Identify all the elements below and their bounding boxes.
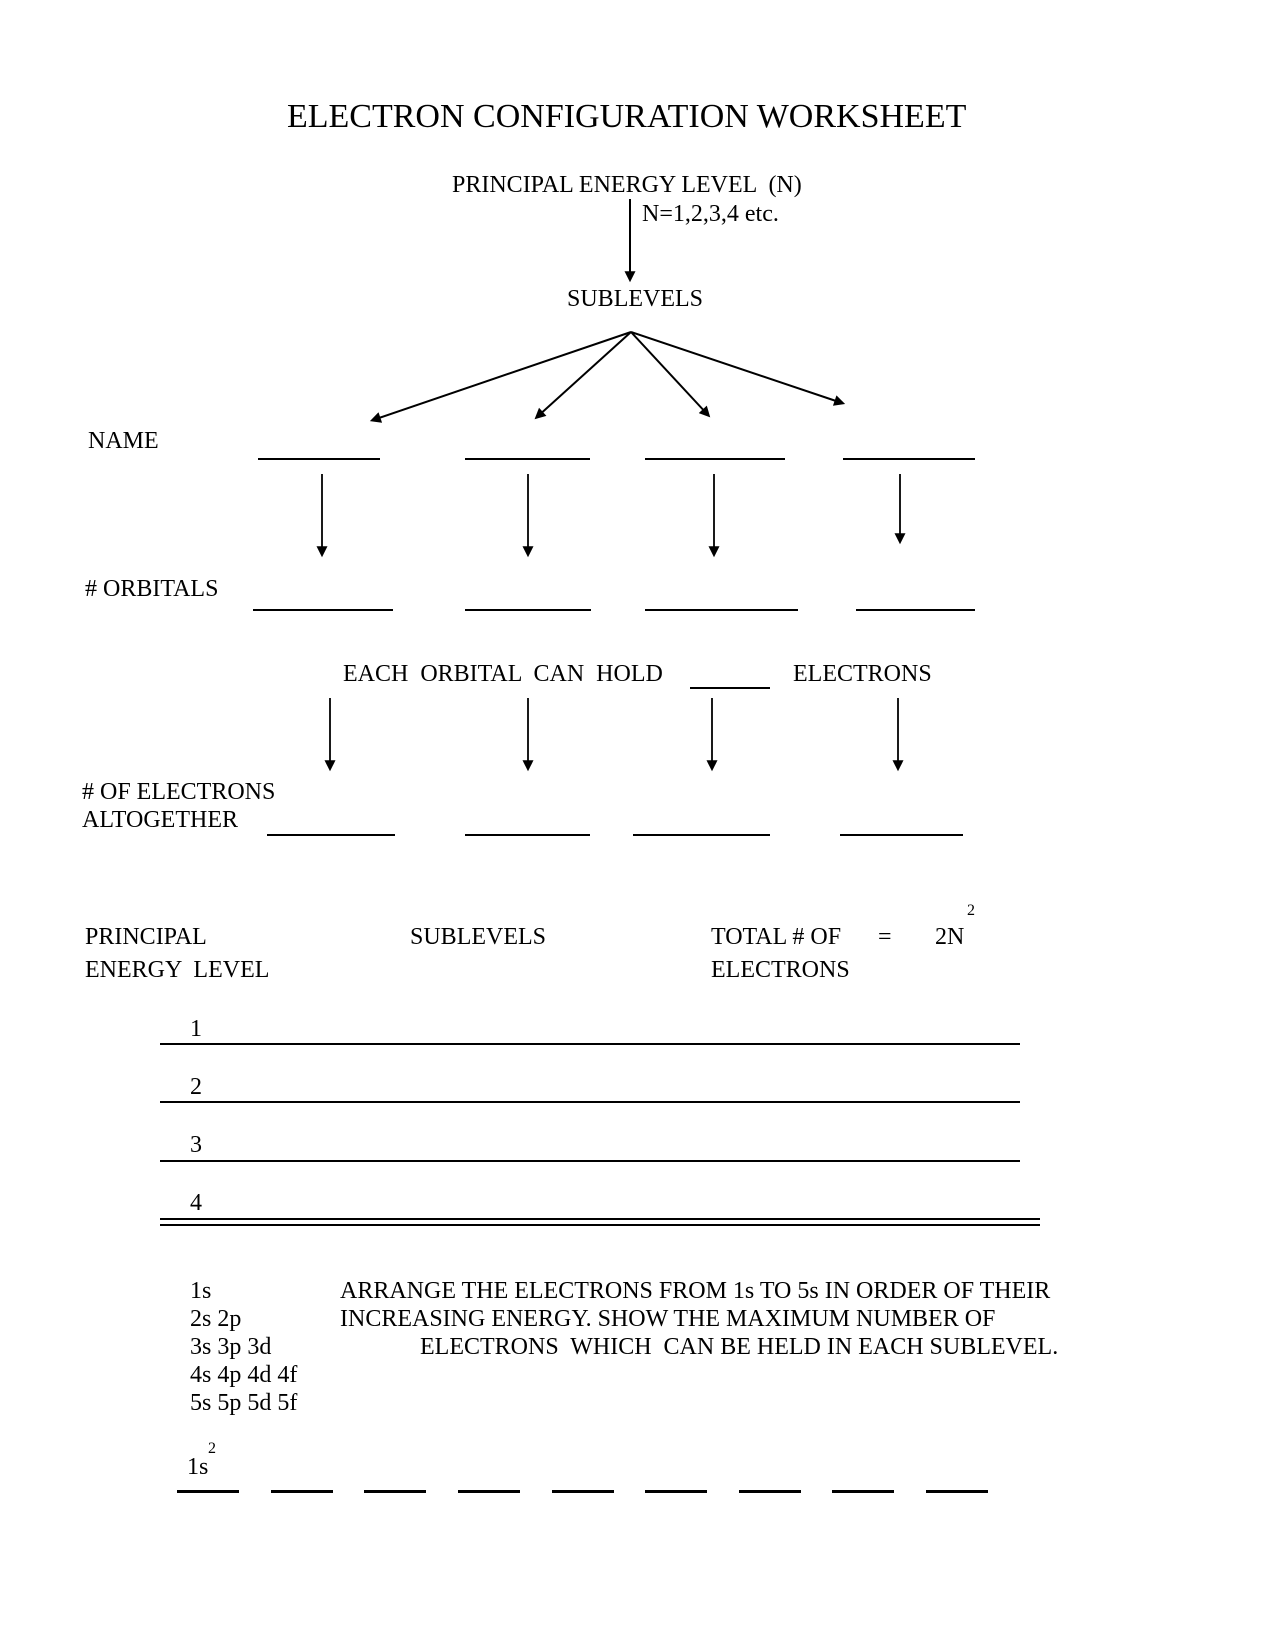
equals-sign: = [878,924,892,950]
electrons-total-blank-1 [267,834,395,836]
instructions-line-1: ARRANGE THE ELECTRONS FROM 1s TO 5s IN ORDER OF THEIR [340,1278,1051,1304]
answer-blank-4 [458,1490,520,1493]
fan-arrow-4 [631,332,842,403]
fan-arrow-3 [631,332,708,415]
table-header-total: TOTAL # OF [711,924,842,950]
energy-level-row-number-3: 3 [190,1132,202,1158]
energy-level-row-line-4 [160,1218,1040,1226]
answer-blank-2 [271,1490,333,1493]
answer-blanks [177,1490,988,1493]
orbital-capacity-suffix: ELECTRONS [793,661,932,687]
orbitals-blank-4 [856,609,975,611]
orbitals-blank-1 [253,609,393,611]
name-blank-3 [645,458,785,460]
answer-first-term-exponent: 2 [208,1440,216,1457]
electrons-total-blank-2 [465,834,590,836]
orbitals-blank-2 [465,609,591,611]
energy-level-row-line-2 [160,1101,1020,1103]
sublevel-list-item-3: 3s 3p 3d [190,1334,272,1360]
orbitals-blank-3 [645,609,798,611]
table-header-sublevels: SUBLEVELS [410,924,547,950]
orbitals-label: # ORBITALS [85,576,219,602]
fan-arrow-2 [537,332,631,417]
formula-2n: 2N [935,924,965,950]
sublevel-list-item-2: 2s 2p [190,1306,242,1332]
name-label: NAME [88,428,159,454]
electrons-total-label-line1: # OF ELECTRONS [82,779,276,805]
energy-level-row-number-1: 1 [190,1016,202,1042]
table-header-electrons: ELECTRONS [711,957,850,983]
answer-blank-5 [552,1490,614,1493]
orbital-capacity-blank [690,687,770,689]
instructions-line-3: ELECTRONS WHICH CAN BE HELD IN EACH SUBLEVEL. [420,1334,1059,1360]
page-title: ELECTRON CONFIGURATION WORKSHEET [287,98,967,135]
sublevel-list-item-1: 1s [190,1278,212,1304]
n-values-note: N=1,2,3,4 etc. [642,201,779,227]
answer-blank-3 [364,1490,426,1493]
principal-energy-level-label: PRINCIPAL ENERGY LEVEL (N) [452,172,802,198]
name-blank-1 [258,458,380,460]
table-header-energy-level: ENERGY LEVEL [85,957,270,983]
sublevel-list-item-4: 4s 4p 4d 4f [190,1362,298,1388]
name-blank-4 [843,458,975,460]
sublevels-label: SUBLEVELS [567,286,704,312]
energy-level-row-line-3 [160,1160,1020,1162]
fan-arrow-1 [373,332,631,420]
table-header-principal: PRINCIPAL [85,924,207,950]
electrons-total-blank-4 [840,834,963,836]
electrons-total-label-line2: ALTOGETHER [82,807,238,833]
orbital-capacity-prefix: EACH ORBITAL CAN HOLD [343,661,663,687]
answer-blank-8 [832,1490,894,1493]
name-blank-2 [465,458,590,460]
answer-blank-7 [739,1490,801,1493]
answer-blank-9 [926,1490,988,1493]
electrons-total-blank-3 [633,834,770,836]
answer-first-term: 1s [187,1454,209,1480]
instructions-line-2: INCREASING ENERGY. SHOW THE MAXIMUM NUMBER OF [340,1306,996,1332]
answer-blank-6 [645,1490,707,1493]
energy-level-row-number-2: 2 [190,1074,202,1100]
energy-level-row-line-1 [160,1043,1020,1045]
formula-exponent: 2 [967,902,975,919]
energy-level-row-number-4: 4 [190,1190,202,1216]
answer-blank-1 [177,1490,239,1493]
sublevel-list-item-5: 5s 5p 5d 5f [190,1390,298,1416]
